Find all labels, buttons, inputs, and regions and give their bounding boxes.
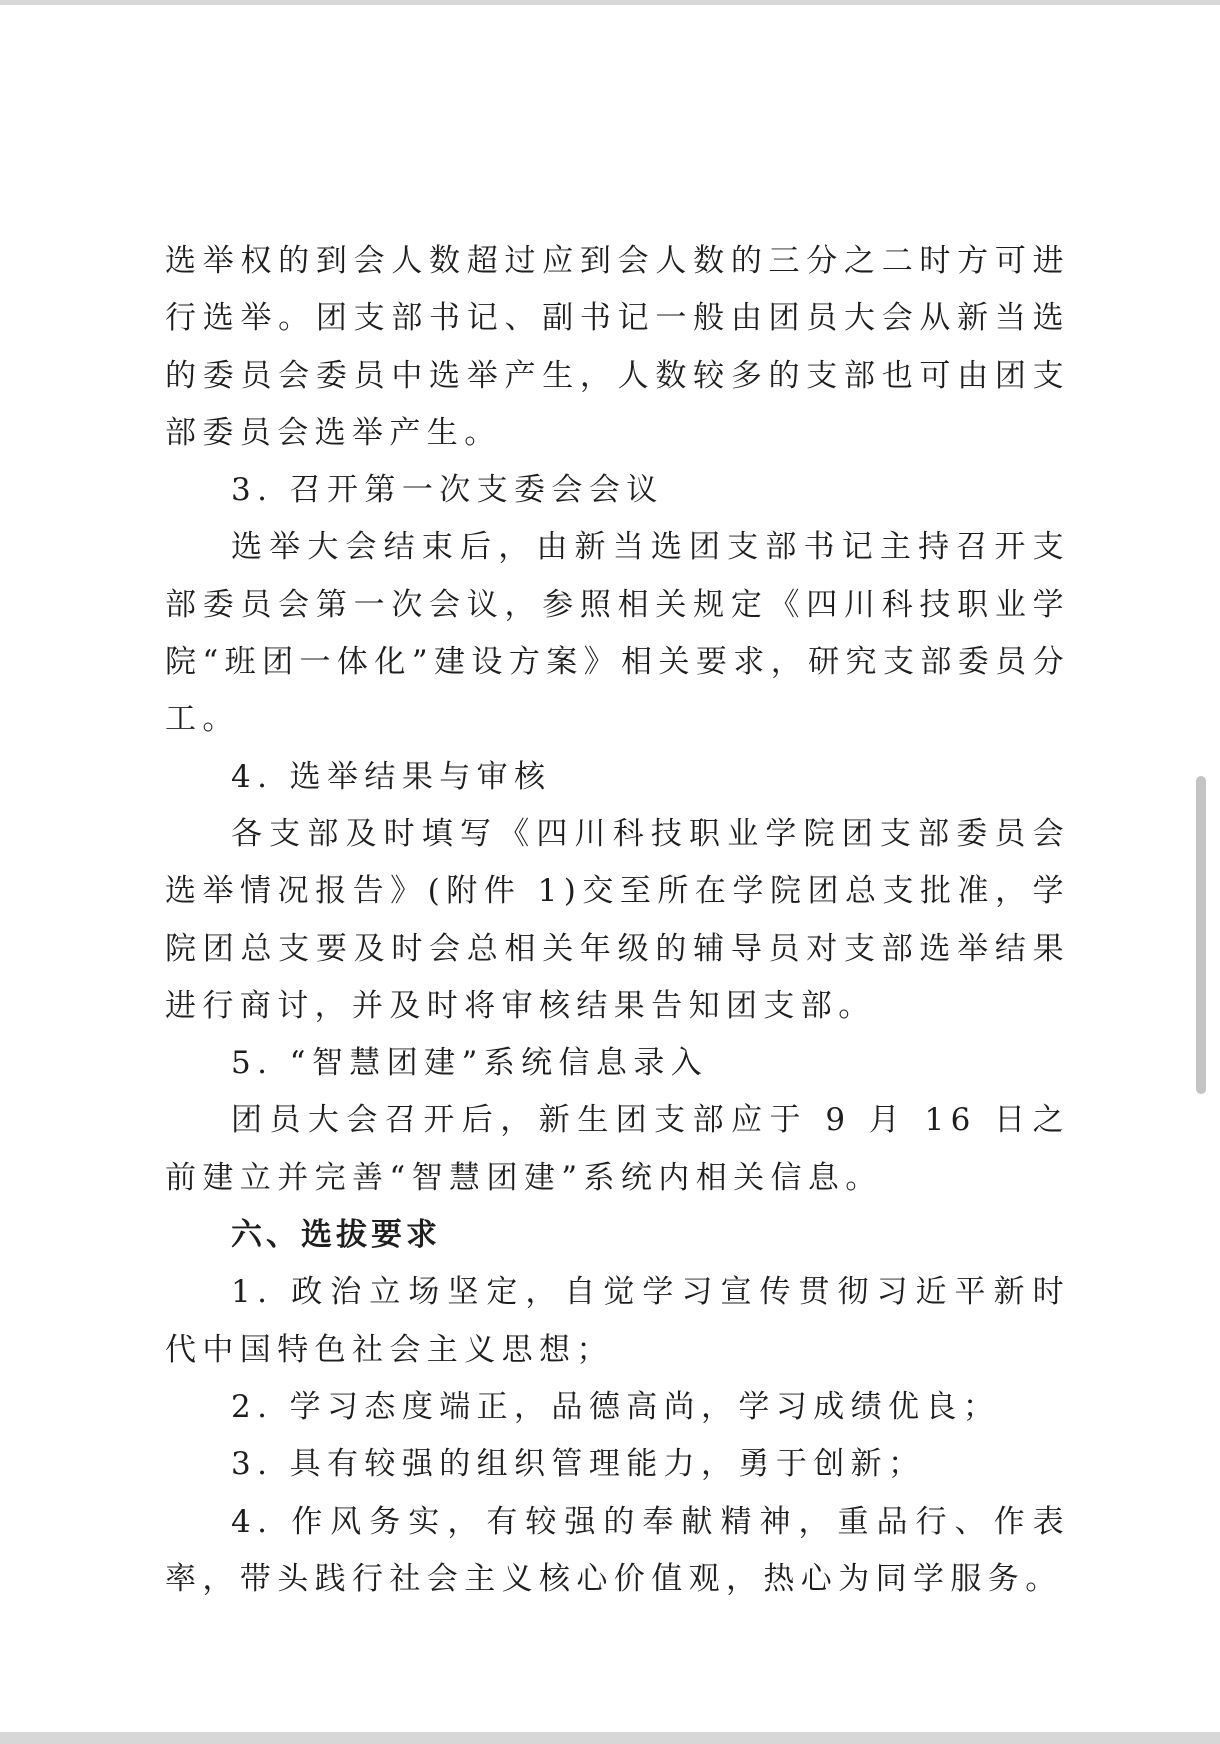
subheading-first-committee-meeting: 3. 召开第一次支委会会议	[231, 472, 664, 509]
section-heading-selection-requirements: 六、选拔要求	[231, 1217, 441, 1254]
requirement-item-2: 2. 学习态度端正，品德高尚，学习成绩优良；	[231, 1388, 1001, 1425]
document-page	[0, 5, 1220, 1732]
requirement-item-3: 3. 具有较强的组织管理能力，勇于创新；	[231, 1446, 926, 1483]
subheading-election-results-review: 4. 选举结果与审核	[231, 758, 552, 795]
bottom-edge-bar	[0, 1732, 1220, 1744]
requirement-item-1: 1. 政治立场坚定，自觉学习宣传贯彻习近平新时代中国特色社会主义思想；	[165, 1274, 1070, 1368]
vertical-scrollbar-thumb[interactable]	[1196, 776, 1206, 1094]
paragraph-election-rules: 选举权的到会人数超过应到会人数的三分之二时方可进行选举。团支部书记、副书记一般由团员大会从新当选的委员会委员中选举产生，人数较多的支部也可由团支部委员会选举产生。	[165, 243, 1070, 451]
paragraph-system-info-entry: 团员大会召开后，新生团支部应于 9 月 16 日之前建立并完善“智慧团建”系统内相关信息。	[165, 1102, 1070, 1196]
paragraph-first-committee-meeting: 选举大会结束后，由新当选团支部书记主持召开支部委员会第一次会议，参照相关规定《四川科技职业学院“班团一体化”建设方案》相关要求，研究支部委员分工。	[165, 529, 1070, 738]
requirement-item-4: 4. 作风务实，有较强的奉献精神，重品行、作表率，带头践行社会主义核心价值观，热心为同学服务。	[165, 1503, 1070, 1597]
subheading-system-info-entry: 5. “智慧团建”系统信息录入	[231, 1045, 709, 1082]
page-content	[165, 233, 1070, 1608]
paragraph-election-results-review: 各支部及时填写《四川科技职业学院团支部委员会选举情况报告》(附件 1)交至所在学院团总支批准，学院团总支要及时会总相关年级的辅导员对支部选举结果进行商讨，并及时将审核结果告知团支部。	[165, 815, 1070, 1024]
